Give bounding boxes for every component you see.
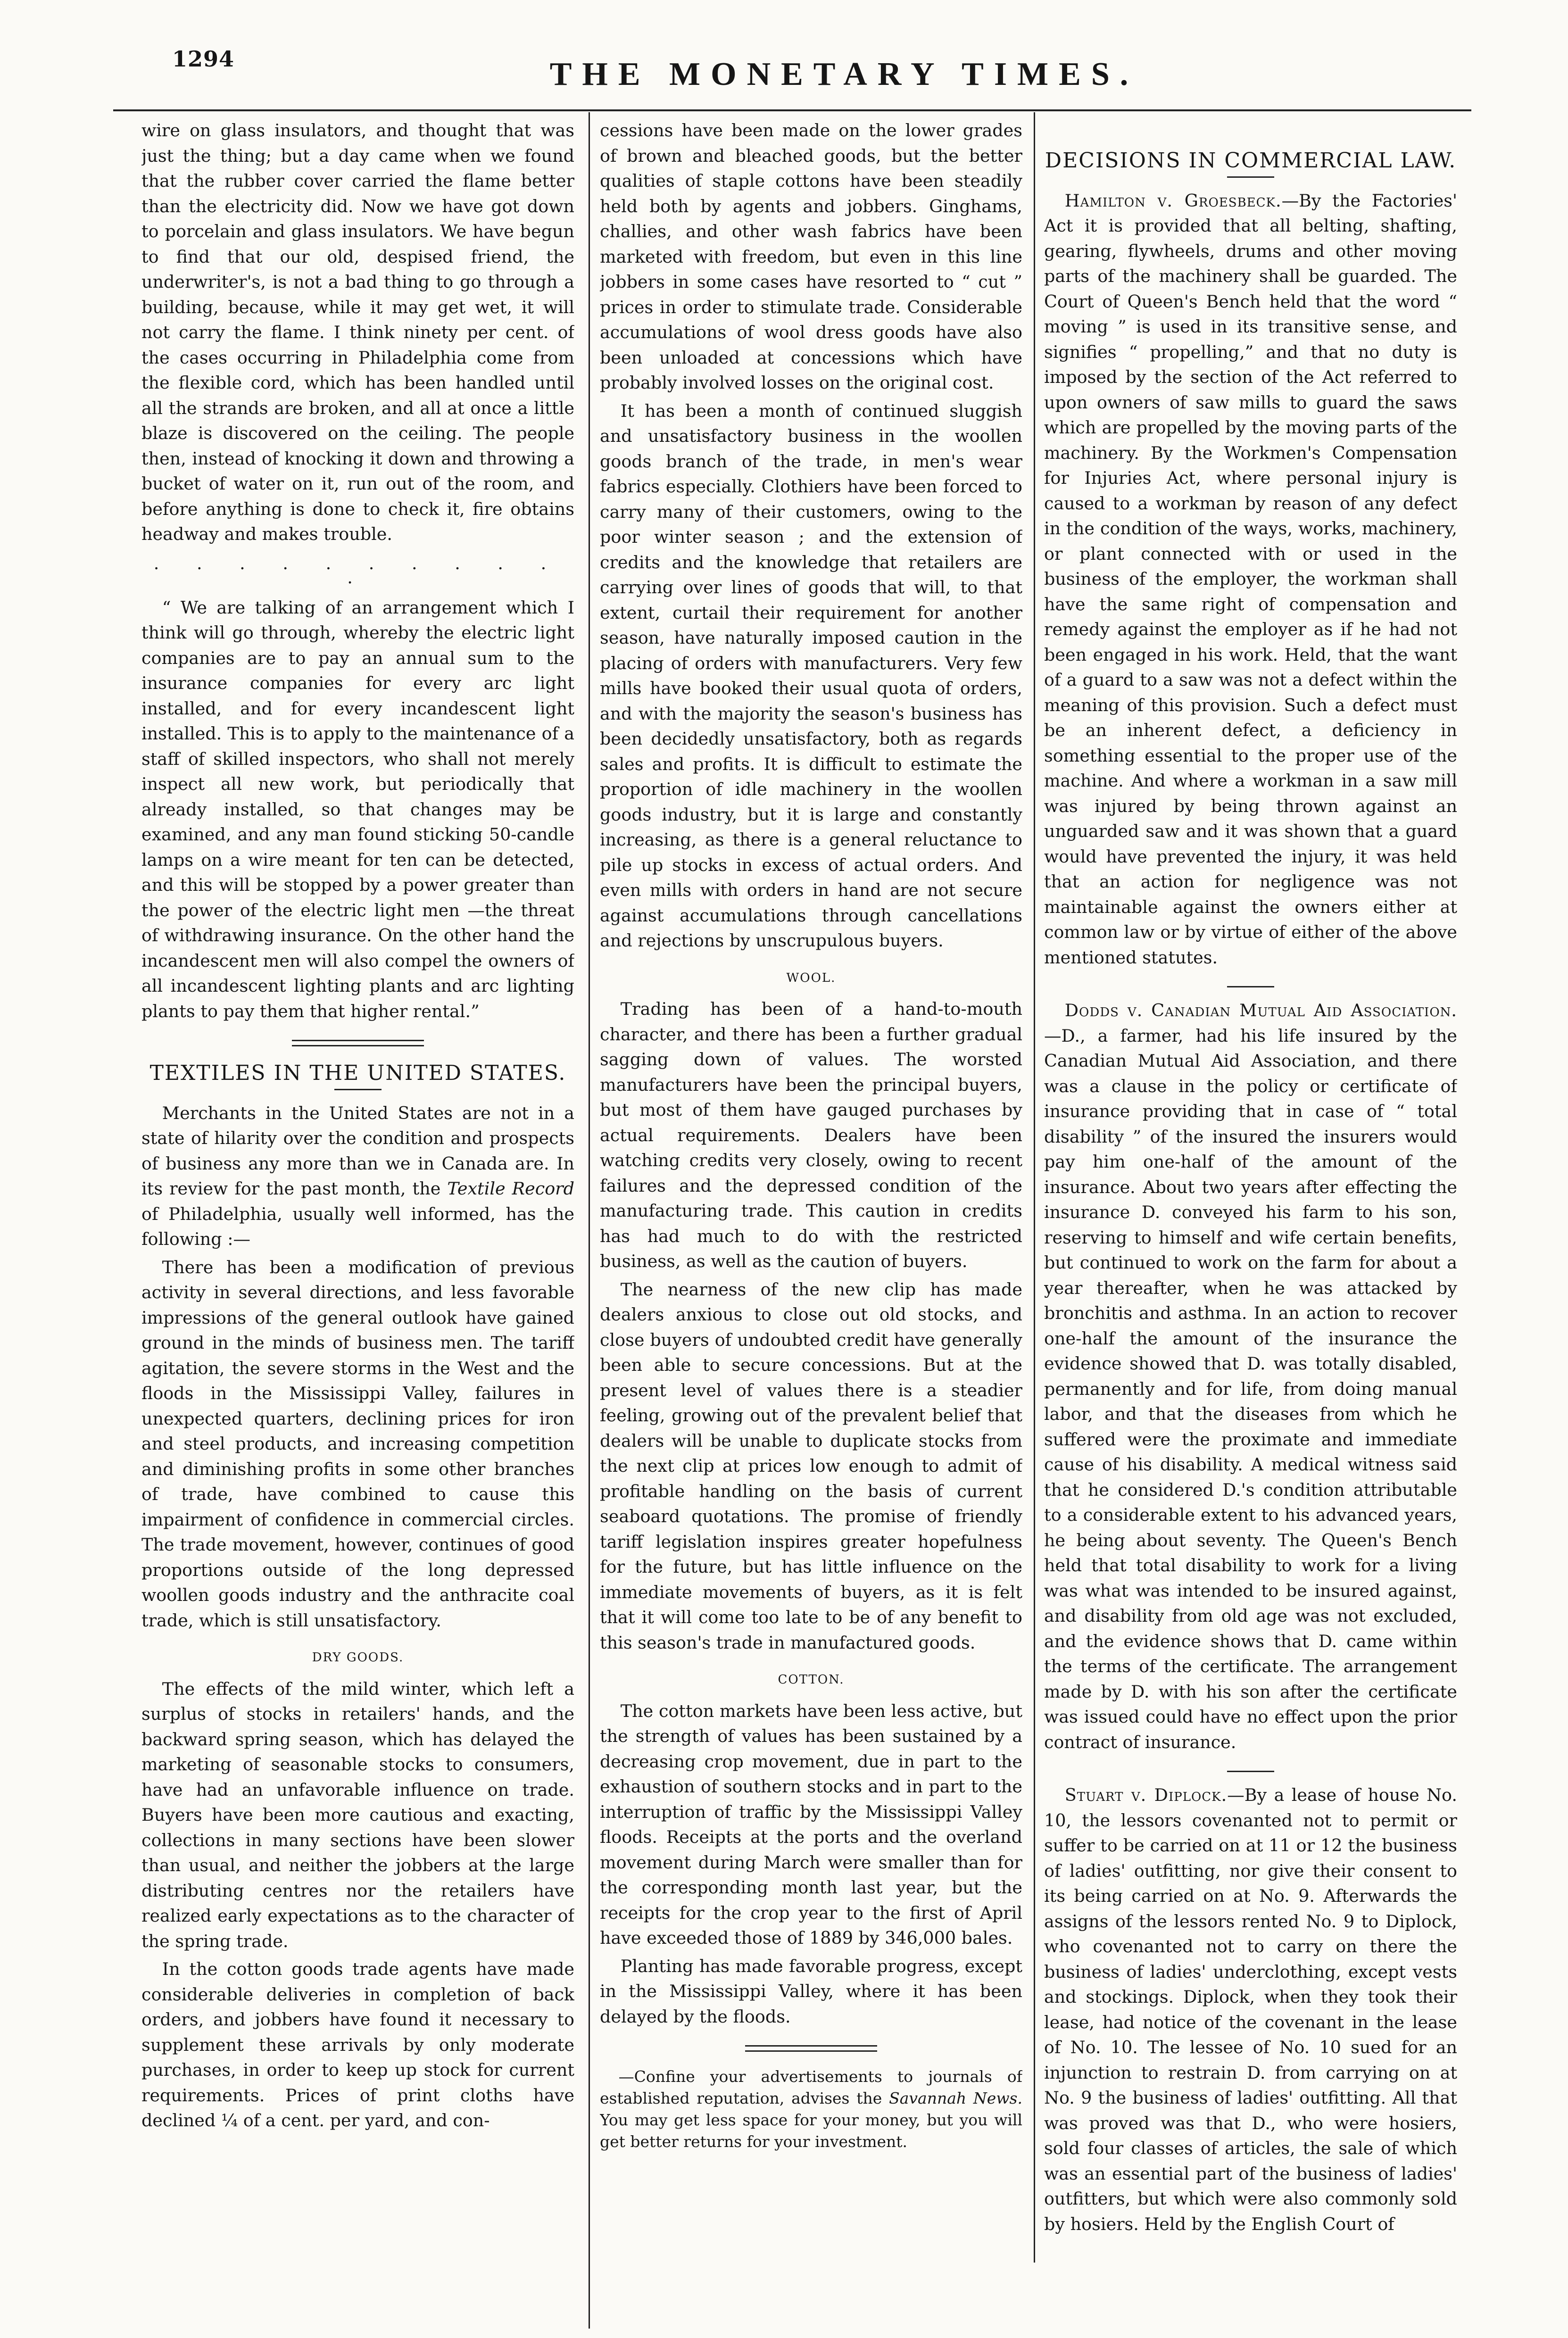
masthead: THE MONETARY TIMES. [549,56,1139,92]
text-run: of Philadelphia, usually well informed, has the following :— [141,1203,574,1249]
case-text: —By the Factories' Act it is provided that all belting, shafting, gearing, flywheels, drums and other moving parts of the machinery shall be guarded. The Court of Queen's Bench held that the word “ moving ” is used in its transitive sense, and signifies “ propelling,” and that no duty is imposed by the section of the Act referred to upon owners of saw mills to guard the saws which are propelled by the moving parts of the machinery. By the Workmen's Compensation for Injuries Act, where personal injury is caused to a workman by reason of any defect in the condition of the ways, works, machinery, or plant connected with or used in the business of the employer, the workman shall have the same right of compensation and remedy against the employer as if he had not been engaged in his work. Held, that the want of a guard to a saw was not a defect within the meaning of this provision. Such a defect must be an inherent defect, a deficiency in something essential to the proper use of the machine. And where a workman in a saw mill was injured by being thrown against an unguarded saw and it was shown that a guard would have prevented the injury, it was held that an action for negligence was not maintainable against the owners either at common law or by virtue of either of the above mentioned statutes. [1044,190,1457,968]
case-paragraph [1044,188,1457,970]
paragraph: There has been a modification of previous activity in several directions, and less favorable impressions of the general outlook have gained ground in the minds of business men. The tariff agitation, the severe storms in the West and the floods in the Mississippi Valley, failures in unexpected quarters, declining prices for iron and steel products, and increasing competition and diminishing profits in some other branches of trade, have combined to cause this impairment of confidence in commercial circles. The trade movement, however, continues of good proportions outside of the long depressed woollen goods industry and the anthracite coal trade, which is still unsatisfactory. [141,1257,574,1631]
paragraph: It has been a month of continued sluggish and unsatisfactory business in the woollen goods branch of the trade, in men's wear fabrics especially. Clothiers have been forced to carry many of their customers, owing to the poor winter season ; and the extension of credits and the knowledge that retailers are carrying over lines of goods that will, to that extent, curtail their requirement for another season, have naturally imposed caution in the placing of orders with manufacturers. Very few mills have booked their usual quota of orders, and with the majority the season's business has been decidedly unsatisfactory, both as regards sales and profits. It is difficult to estimate the proportion of idle machinery in the woollen goods industry, but it is large and constantly increasing, as there is a general reluctance to pile up stocks in excess of actual orders. And even mills with orders in hand are not secure against accumulations through cancellations and rejections by unscrupulous buyers. [600,400,1022,951]
advertising-note [600,2066,1022,2153]
subsection-heading: DRY GOODS. [312,1650,404,1665]
double-rule [745,2045,877,2052]
publication-name: Savannah News. [889,2089,1022,2107]
paragraph: “ We are talking of an arrangement which I think will go through, whereby the electric light companies are to pay an annual sum to the insurance companies for every arc light installed, and for every incandescent light installed. This is to apply to the maintenance of a staff of skilled inspectors, who shall not merely inspect all new work, but periodically that already installed, so that changes may be examined, and any man found sticking 50-candle lamps on a wire meant for ten can be detected, and this will be stopped by a power greater than the power of the electric light men —the threat of withdrawing insurance. On the other hand the incandescent men will also compel the owners of all incandescent lighting plants and arc lighting plants to pay them that higher rental.” [141,597,574,1021]
text-run: —Confine your advertisements to journals of established reputation, advises the [600,2067,1022,2107]
paragraph [141,1101,574,1252]
paragraph: The cotton markets have been less active, but the strength of values has been sustained by a decreasing crop movement, due in part to the exhaustion of southern stocks and in part to the interruption of traffic by the Mississippi Valley floods. Receipts at the ports and the overland movement during March were smaller than for the corresponding month last year, but the receipts for the crop year to the first of April have exceeded those of 1889 by 346,000 bales. [600,1700,1022,1948]
column-1 [141,118,574,2315]
header-rule [113,109,1471,111]
text-run: You may get less space for your money, but you will get better returns for your investment. [600,2111,1022,2151]
subsection-heading: COTTON. [778,1673,845,1687]
case-paragraph [1044,1783,1457,2237]
text-run: Merchants in the United States are not in a state of hilarity over the condition and prospects of business any more than we in Canada are. In its review for the past month, the [141,1103,574,1199]
column-divider [1034,112,1035,2263]
article-title: TEXTILES IN THE UNITED STATES. [149,1061,566,1085]
ellipsis-separator: . . . . . . . . . . . [153,553,563,588]
subsection-heading: WOOL. [786,970,836,985]
paragraph: Planting has made favorable progress, except in the Mississippi Valley, where it has been delayed by the floods. [600,1956,1022,2027]
column-3 [1044,118,1457,2315]
paragraph: The nearness of the new clip has made dealers anxious to close out old stocks, and close buyers of undoubted credit have generally been able to secure concessions. But at the present level of values there is a steadier feeling, growing out of the prevalent belief that dealers will be unable to duplicate stocks from the next clip at prices low enough to admit of profitable handling on the basis of current seaboard quotations. The promise of friendly tariff legislation inspires greater hopefulness for the future, but has little influence on the immediate movements of buyers, as it is felt that it will come too late to be of any benefit to this season's trade in manufactured goods. [600,1279,1022,1653]
case-text: —By a lease of house No. 10, the lessors covenanted not to permit or suffer to be carried on at 11 or 12 the business of ladies' outfitting, nor give their consent to its being carried on at No. 9. Afterwards the assigns of the lessors rented No. 9 to Diplock, who covenanted not to carry on there the business of ladies' underclothing, except vests and stockings. Diplock, when they took their lease, had notice of the covenant in the lease of No. 10. The lessee of No. 10 sued for an injunction to restrain D. from carrying on at No. 9 the business of ladies' outfitting. All that was proved was that D., who were hosiers, sold four classes of articles, the sale of which was an essential part of the business of ladies' outfitters, but which were also commonly sold by hosiers. Held by the English Court of [1044,1785,1457,2234]
case-name: Hamilton v. Groesbeck. [1064,190,1282,211]
short-rule [1227,986,1274,987]
paragraph: In the cotton goods trade agents have made considerable deliveries in completion of back orders, and jobbers have found it necessary to supplement these arrivals by only moderate purchases, in order to keep up stock for current requirements. Prices of print cloths have declined ¼ of a cent. per yard, and con- [141,1959,574,2131]
double-rule [292,1040,424,1046]
paragraph: cessions have been made on the lower grades of brown and bleached goods, but the better qualities of staple cottons have been steadily held both by agents and jobbers. Ginghams, challies, and other wash fabrics have been marketed with freedom, but even in this line jobbers in some cases have resorted to “ cut ” prices in order to stimulate trade. Considerable accumulations of wool dress goods have also been unloaded at concessions which have probably involved losses on the original cost. [600,120,1022,393]
paragraph: wire on glass insulators, and thought that was just the thing; but a day came when we found that the rubber cover carried the flame better than the electricity did. Now we have got down to porcelain and glass insulators. We have begun to find that our old, despised friend, the underwriter's, is not a bad thing to go through a building, because, while it may get wet, it will not carry the flame. I think ninety per cent. of the cases occurring in Philadelphia come from the flexible cord, which has been handled until all the strands are broken, and all at once a little blaze is discovered on the ceiling. The people then, instead of knocking it down and throwing a bucket of water on it, run out of the room, and before anything is done to check it, fire obtains headway and makes trouble. [141,120,574,544]
article-title: DECISIONS IN COMMERCIAL LAW. [1045,149,1457,173]
paragraph: The effects of the mild winter, which left a surplus of stocks in retailers' hands, and the backward spring season, which has delayed the marketing of seasonable stocks to consumers, have had an unfavorable influence on trade. Buyers have been more cautious and exacting, collections in many sections have been slower than usual, and neither the jobbers at the large distributing centres nor the retailers have realized early expectations as to the character of the spring trade. [141,1678,574,1951]
case-name: Stuart v. Diplock. [1064,1785,1228,1805]
case-name: Dodds v. Canadian Mutual Aid Association. [1064,1000,1457,1020]
page-number: 1294 [172,46,235,72]
column-divider [589,112,590,2329]
short-rule [1227,176,1274,178]
case-paragraph [1044,998,1457,1755]
publication-name: Textile Record [447,1178,574,1199]
column-2 [600,118,1022,2315]
case-text: —D., a farmer, had his life insured by the Canadian Mutual Aid Association, and there was a clause in the policy or certificate of insurance providing that in case of “ total disability ” of the insured the insurers would pay him one-half of the amount of the insurance. About two years after effecting the insurance D. conveyed his farm to his son, reserving to himself and wife certain benefits, but continued to work on the farm for about a year thereafter, when he was attacked by bronchitis and asthma. In an action to recover one-half the amount of the insurance the evidence showed that D. was totally disabled, permanently and for life, from doing manual labor, and that the diseases from which he suffered were the proximate and immediate cause of his disability. A medical witness said that he considered D.'s condition attributable to a considerable extent to his advanced years, he being about seventy. The Queen's Bench held that total disability to work for a living was what was intended to be insured against, and disability from old age was not excluded, and the evidence shows that D. came within the terms of the certificate. The arrangement made by D. with his son after the certificate was issued could have no effect upon the prior contract of insurance. [1044,1025,1457,1752]
paragraph: Trading has been of a hand-to-mouth character, and there has been a further gradual sagging down of values. The worsted manufacturers have been the principal buyers, but most of them have gauged purchases by actual requirements. Dealers have been watching credits very closely, owing to recent failures and the depressed condition of the manufacturing trade. This caution in credits has had much to do with the restricted business, as well as the caution of buyers. [600,999,1022,1271]
short-rule [334,1089,382,1090]
short-rule [1227,1771,1274,1772]
